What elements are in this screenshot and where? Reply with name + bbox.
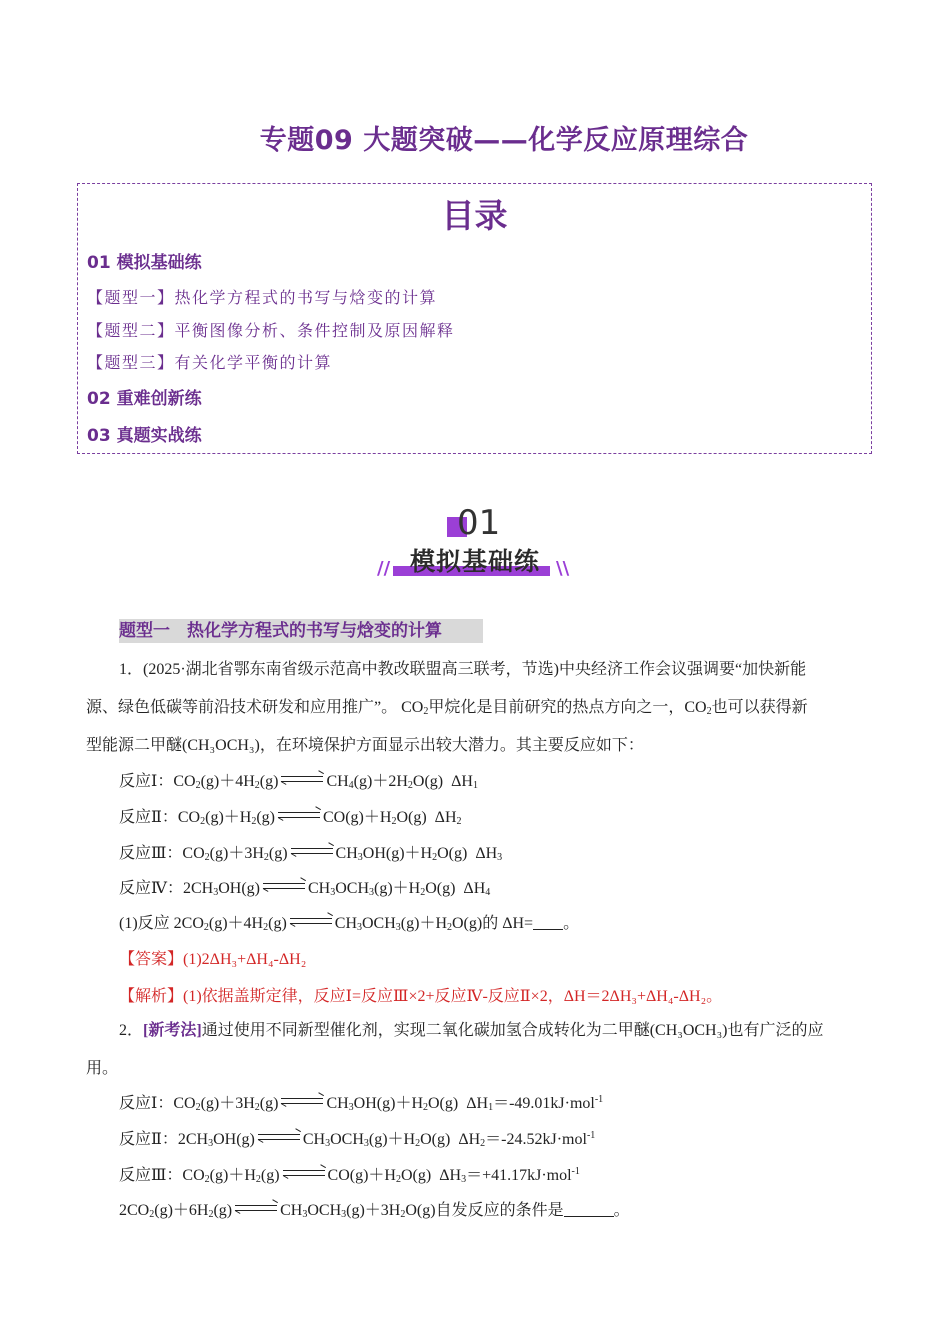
equilibrium-arrow-icon: [290, 917, 332, 926]
q2-intro-line-2: 用。: [86, 1060, 119, 1077]
toc-item-section-03[interactable]: 03 真题实战练: [87, 426, 202, 446]
equilibrium-arrow-icon: [281, 1097, 323, 1106]
equilibrium-arrow-icon: [278, 811, 320, 820]
q1-reaction-2: 反应Ⅱ：$CO_2(g)+H_2(g)$ $CO(g)+H_2O(g)$ $\Delta H_2$: [119, 804, 462, 827]
right-slash-decoration: \\: [556, 558, 570, 579]
section-name: 模拟基础练: [409, 547, 540, 576]
equilibrium-arrow-icon: [291, 847, 333, 856]
equilibrium-arrow-icon: [283, 1169, 325, 1178]
q2-question: $2CO_2(g)+6H_2(g)$ $CH_3OCH_3(g)+3H_2O(g)$自发反应的条件是 。: [119, 1197, 630, 1220]
table-of-contents: [77, 183, 872, 454]
q1-intro-line-1: 1．(2025·湖北省鄂东南省级示范高中教改联盟高三联考，节选)中央经济工作会议强调要“加快新能: [119, 661, 807, 678]
q2-reaction-1: 反应Ⅰ：$CO_2(g)+3H_2(g)$ $CH_3OH(g)+H_2O(g)$ $\Delta H_1=-49.01kJ\cdot mol^{-1}$: [119, 1094, 604, 1113]
toc-item-type-3[interactable]: 【题型三】有关化学平衡的计算: [87, 353, 333, 372]
toc-item-section-01[interactable]: 01 模拟基础练: [87, 253, 202, 273]
answer-blank[interactable]: [564, 1202, 614, 1217]
equilibrium-arrow-icon: [258, 1133, 300, 1142]
q2-intro-line-1: 2．[新考法]通过使用不同新型催化剂，实现二氧化碳加氢合成转化为二甲醚(CH₃OCH₃)也有广泛的应: [119, 1022, 824, 1039]
answer-blank[interactable]: [533, 915, 563, 930]
type-heading: 题型一 热化学方程式的书写与焓变的计算: [119, 619, 483, 643]
q1-answer: 【答案】(1)2ΔH₃+ΔH₄-ΔH₂: [119, 951, 307, 968]
left-slash-decoration: //: [377, 558, 391, 579]
new-method-tag: [新考法]: [143, 1022, 202, 1039]
equilibrium-arrow-icon: [263, 882, 305, 891]
q2-reaction-3: 反应Ⅲ：$CO_2(g)+H_2(g)$ $CO(g)+H_2O(g)$ $\Delta H_3=+41.17kJ\cdot mol^{-1}$: [119, 1166, 580, 1185]
q1-reaction-1: 反应Ⅰ：$CO_2(g)+4H_2(g)$ $CH_4(g)+2H_2O(g)$ $\Delta H_1$: [119, 768, 478, 791]
toc-heading: 目录: [441, 196, 508, 235]
equilibrium-arrow-icon: [235, 1204, 277, 1213]
section-badge: [0, 500, 950, 590]
q2-reaction-2: 反应Ⅱ：$2CH_3OH(g)$ $CH_3OCH_3(g)+H_2O(g)$ $\Delta H_2=-24.52kJ\cdot mol^{-1}$: [119, 1130, 596, 1149]
q1-analysis: 【解析】(1)依据盖斯定律，反应Ⅰ=反应Ⅲ×2+反应Ⅳ-反应Ⅱ×2，ΔH＝2ΔH₃+ΔH₄-ΔH₂。: [119, 988, 723, 1005]
equilibrium-arrow-icon: [281, 775, 323, 784]
toc-item-type-1[interactable]: 【题型一】热化学方程式的书写与焓变的计算: [87, 288, 438, 307]
q1-reaction-3: 反应Ⅲ：$CO_2(g)+3H_2(g)$ $CH_3OH(g)+H_2O(g)$ $\Delta H_3$: [119, 840, 502, 863]
toc-item-section-02[interactable]: 02 重难创新练: [87, 389, 202, 409]
q1-question-1: (1)反应 $2CO_2(g)+4H_2(g)$ $CH_3OCH_3(g)+H_2O(g)$的 ΔH= 。: [119, 910, 579, 933]
q1-reaction-4: 反应Ⅳ：$2CH_3OH(g)$ $CH_3OCH_3(g)+H_2O(g)$ $\Delta H_4$: [119, 875, 490, 898]
toc-item-type-2[interactable]: 【题型二】平衡图像分析、条件控制及原因解释: [87, 321, 455, 340]
q1-intro-line-3: 型能源二甲醚(CH₃OCH₃)，在环境保护方面显示出较大潜力。其主要反应如下：: [86, 737, 644, 754]
page-title: 专题09 大题突破——化学反应原理综合: [259, 125, 749, 156]
section-number: 01: [457, 503, 501, 543]
q1-intro-line-2: 源、绿色低碳等前沿技术研发和应用推广”。 $CO_2$甲烷化是目前研究的热点方向之一，$CO_2$也可以获得新: [86, 699, 808, 717]
